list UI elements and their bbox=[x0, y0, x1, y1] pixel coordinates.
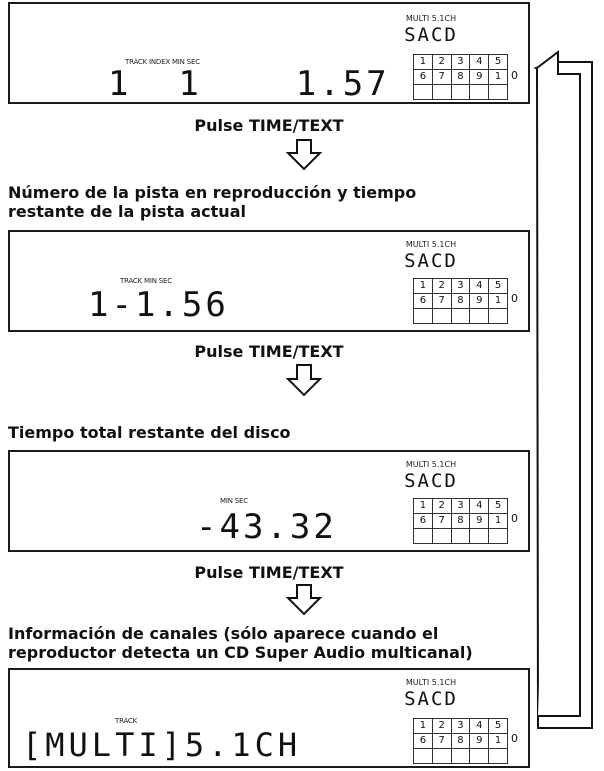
press-caption-3: Pulse TIME/TEXT bbox=[194, 563, 344, 582]
return-arrow-icon bbox=[536, 52, 592, 728]
panel-readout: 1 1 1.57 bbox=[108, 64, 390, 104]
channel-grid: 1 2 3 4 5 6 7 8 9 1 bbox=[413, 498, 508, 544]
panel-readout: [MULTI]5.1CH bbox=[22, 726, 302, 764]
multi-label: MULTI 5.1CH bbox=[405, 678, 457, 687]
down-arrow-icon bbox=[288, 365, 320, 395]
heading-2: Tiempo total restante del disco bbox=[8, 423, 291, 442]
panel-labels: TRACK MIN SEC bbox=[120, 277, 172, 285]
heading-1: Número de la pista en reproducción y tiempo restante de la pista actual bbox=[8, 183, 417, 221]
panel-labels: TRACK INDEX MIN SEC bbox=[125, 58, 200, 66]
heading-3: Información de canales (sólo aparece cuando el reproductor detecta un CD Super Audio multicanal) bbox=[8, 624, 473, 662]
sacd-label: SACD bbox=[404, 24, 458, 46]
panel-readout: -43.32 bbox=[196, 507, 337, 547]
grid-suffix: 0 bbox=[511, 292, 518, 305]
panel-labels: MIN SEC bbox=[220, 497, 248, 505]
sacd-label: SACD bbox=[404, 250, 458, 272]
down-arrow-icon bbox=[288, 140, 320, 169]
sacd-label: SACD bbox=[404, 688, 458, 710]
panel-labels: TRACK bbox=[115, 717, 137, 725]
grid-suffix: 0 bbox=[511, 732, 518, 745]
panel-readout: 1-1.56 bbox=[88, 285, 229, 325]
multi-label: MULTI 5.1CH bbox=[405, 240, 457, 249]
down-arrow-icon bbox=[288, 585, 320, 614]
channel-grid: 1 2 3 4 5 6 7 8 9 1 bbox=[413, 278, 508, 324]
press-caption-2: Pulse TIME/TEXT bbox=[194, 342, 344, 361]
grid-suffix: 0 bbox=[511, 69, 518, 82]
multi-label: MULTI 5.1CH bbox=[405, 460, 457, 469]
channel-grid: 1 2 3 4 5 6 7 8 9 1 bbox=[413, 718, 508, 764]
press-caption-1: Pulse TIME/TEXT bbox=[194, 116, 344, 135]
channel-grid: 1 2 3 4 5 6 7 8 9 1 bbox=[413, 54, 508, 100]
grid-suffix: 0 bbox=[511, 512, 518, 525]
sacd-label: SACD bbox=[404, 470, 458, 492]
multi-label: MULTI 5.1CH bbox=[405, 14, 457, 23]
